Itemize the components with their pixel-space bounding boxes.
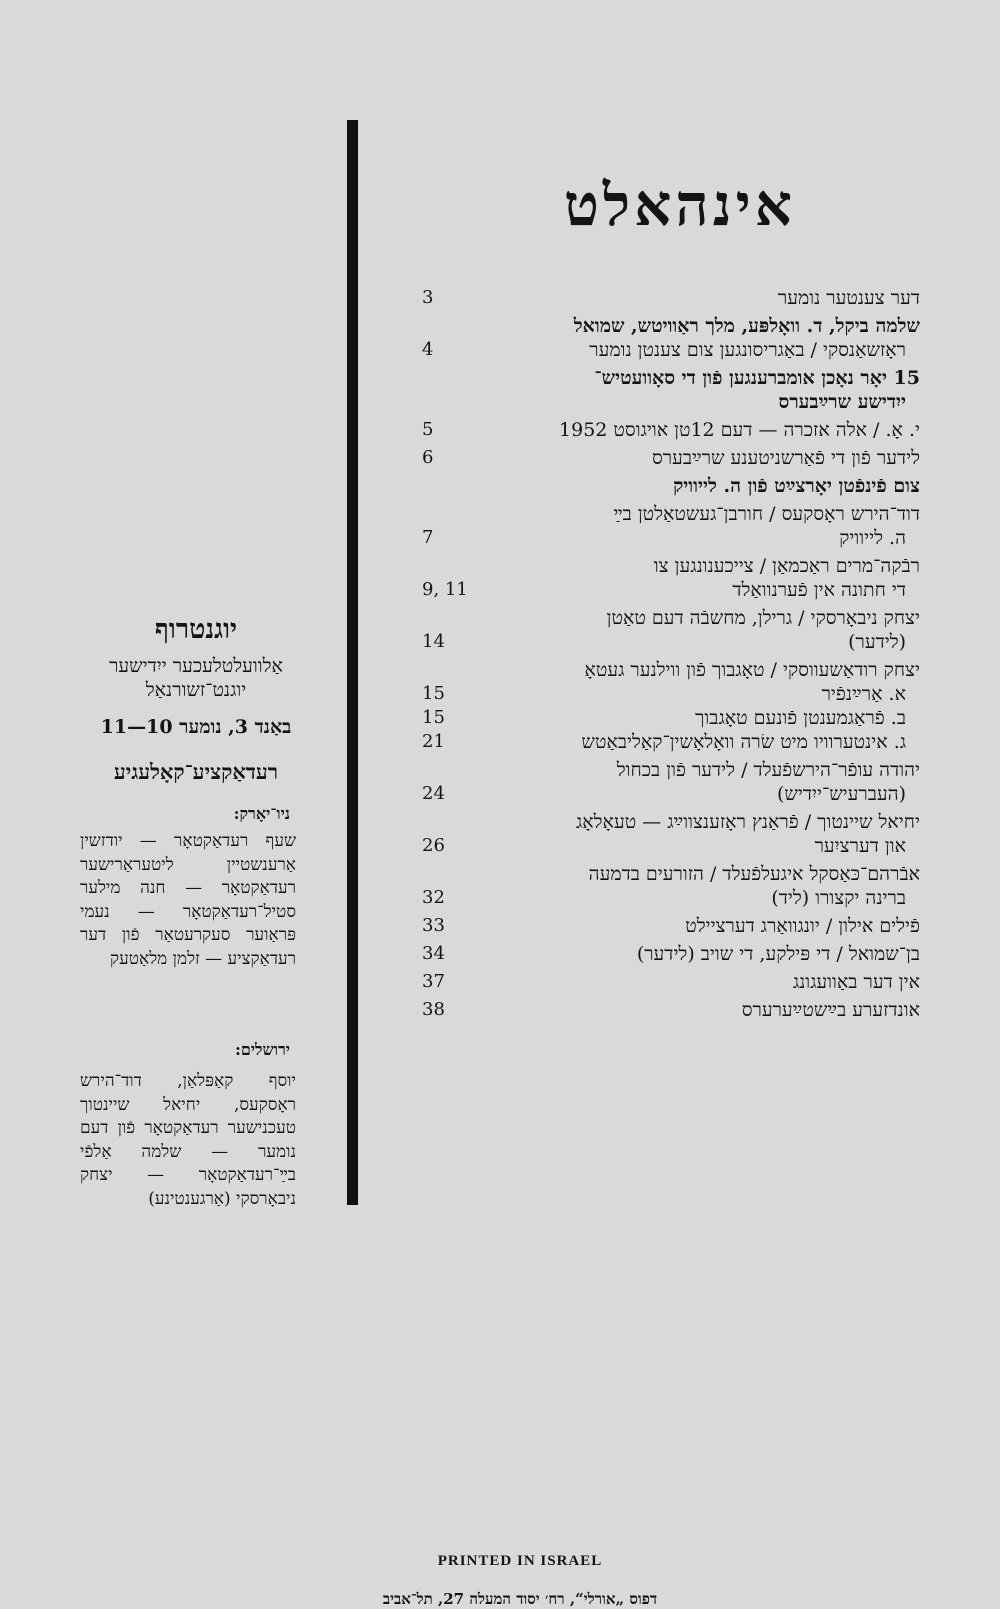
toc-entry-title: לידער פֿון די פֿאַרשניטענע שרײַבערס (651, 447, 920, 469)
volume-number: באַנד 3, נומער 10—11 (100, 716, 292, 738)
jerusalem-label: ירושלים: (234, 1040, 290, 1059)
subtitle-line-1: אַלוועלטלעכער ייִדישער (109, 655, 283, 677)
journal-name: יוגנטרוף (154, 614, 238, 645)
toc-line (420, 862, 940, 886)
toc-line (420, 338, 940, 362)
toc-entry-title: דוד־הירש ראָסקעס / חורבן־געשטאַלטן בײַ (613, 503, 920, 525)
toc-entry-title: ב. פֿראַגמענטן פֿונעם טאָגבוך (695, 707, 906, 729)
toc-entry (420, 366, 940, 414)
toc-line (420, 758, 940, 782)
contents-list (420, 286, 940, 1026)
toc-line (420, 810, 940, 834)
toc-line (420, 418, 940, 442)
toc-line (420, 706, 940, 730)
toc-line (420, 730, 940, 754)
toc-entry-title: יצחק ניבאָרסקי / גרילן, מחשבֿה דעם טאַטן (606, 607, 920, 629)
toc-line (420, 782, 940, 806)
toc-entry-title: יחיאל שיינטוך / פֿראַנץ ראָזענצווײַג — טעאָלאָג (575, 811, 920, 833)
toc-entry (420, 862, 940, 910)
toc-entry-title: פֿילים אילון / יונגוואַרג דערציילט (685, 915, 920, 937)
jerusalem-staff: יוסף קאַפּלאַן, דוד־הירש ראָסקעס, יחיאל שיינטוך טעכנישער רעדאַקטאָר פֿון דעם נומער — שלמה אַלפֿי בײַ־רעדאַקטאָר — יצחק ניבאָרסקי (אַרגענטינע) (80, 1071, 296, 1209)
toc-entry (420, 502, 940, 550)
toc-entry-title: דער צענטער נומער (777, 287, 920, 309)
toc-line (420, 286, 940, 310)
journal-subtitle (60, 654, 332, 702)
toc-line (420, 314, 940, 338)
toc-page-number: 24 (422, 783, 445, 804)
toc-entry-title: און דערציִער (814, 835, 906, 857)
toc-page-number: 26 (422, 835, 445, 856)
toc-entry-title: א. אַרײַנפֿיר (821, 683, 906, 705)
toc-line (420, 834, 940, 858)
toc-entry-title: ייִדישע שרײַבערס (778, 391, 906, 413)
toc-entry (420, 606, 940, 654)
toc-page-number: 15 (422, 707, 445, 728)
toc-entry-title: ראָזשאַנסקי / באַגריסונגען צום צענטן נומער (589, 339, 906, 361)
toc-line (420, 914, 940, 938)
toc-entry-title: (העברעיש־ייִדיש) (777, 783, 906, 805)
toc-page-number: 5 (422, 419, 434, 440)
toc-entry (420, 314, 940, 362)
toc-line (420, 366, 940, 390)
toc-line (420, 682, 940, 706)
toc-page-number: 21 (422, 731, 445, 752)
toc-entry (420, 998, 940, 1022)
toc-line (420, 578, 940, 602)
toc-entry (420, 970, 940, 994)
toc-entry (420, 418, 940, 442)
contents-title: אינהאלט (563, 171, 797, 239)
toc-page-number: 32 (422, 887, 445, 908)
toc-page-number: 9, 11 (422, 579, 468, 600)
toc-entry (420, 286, 940, 310)
toc-line (420, 606, 940, 630)
toc-page-number: 37 (422, 971, 445, 992)
toc-line (420, 886, 940, 910)
toc-entry-title: ג. אינטערוויו מיט שׂרה וואָלאָשין־קאַליבאַטש (581, 731, 906, 753)
toc-line (420, 474, 940, 498)
toc-entry-title: ברינה יקצורו (ליד) (771, 887, 906, 909)
printer-imprint: דפוס „אורלי“, רח׳ יסוד המעלה 27, תל־אביב (382, 1590, 658, 1608)
toc-page-number: 15 (422, 683, 445, 704)
toc-page-number: 38 (422, 999, 445, 1020)
toc-page-number: 34 (422, 943, 445, 964)
toc-entry-title: אבֿרהם־כּאַסקל איגעלפֿעלד / הזורעים בדמעה (588, 863, 920, 885)
toc-entry (420, 942, 940, 966)
toc-entry (420, 446, 940, 470)
toc-line (420, 942, 940, 966)
toc-line (420, 630, 940, 654)
toc-entry-title: יהודה עופֿר־הירשפֿעלד / לידער פֿון בכחול (616, 759, 920, 781)
toc-line (420, 390, 940, 414)
subtitle-line-2: יוגנט־זשורנאַל (145, 679, 247, 701)
new-york-staff: שעף רעדאַקטאָר — יודזשין אַרענשטיין ליטעראַרישער רעדאַקטאָר — חנה מילער סטיל־רעדאַקטאָר — נעמי פּראַוער סעקרעטאַר פֿון דער רעדאַקציע — זלמן מלאַטעק (80, 831, 296, 969)
toc-entry (420, 474, 940, 498)
toc-entry (420, 810, 940, 858)
toc-entry-title: יצחק רודאַשעווסקי / טאָגבוך פֿון ווילנער געטאָ (584, 659, 920, 681)
toc-entry (420, 758, 940, 806)
toc-page-number: 3 (422, 287, 434, 308)
toc-line (420, 658, 940, 682)
toc-entry-title: ה. לייוויק (839, 527, 906, 549)
printed-in-israel: PRINTED IN ISRAEL (437, 1553, 603, 1569)
toc-page-number: 6 (422, 447, 434, 468)
new-york-label: ניו־יאָרק: (233, 804, 290, 823)
toc-line (420, 554, 940, 578)
toc-entry (420, 554, 940, 602)
vertical-divider (347, 120, 358, 1205)
toc-entry-title: 15 יאָר נאָכן אומברענגען פֿון די סאָוועטיש־ (594, 367, 920, 389)
toc-line (420, 446, 940, 470)
toc-entry-title: י. אָ. / אלה אזכרה — דעם 12טן אויגוסט 1952 (559, 419, 920, 441)
toc-entry-title: די חתונה אין פֿערנוואַלד (732, 579, 906, 601)
toc-page-number: 4 (422, 339, 434, 360)
toc-entry (420, 658, 940, 754)
toc-entry-title: (לידער) (848, 631, 906, 653)
toc-line (420, 970, 940, 994)
toc-line (420, 998, 940, 1022)
toc-line (420, 526, 940, 550)
toc-entry-title: רבֿקה־מרים ראַכמאַן / צייכענונגען צו (653, 555, 920, 577)
toc-entry-title: אונדזערע בײַשטײַערערס (741, 999, 920, 1021)
toc-page-number: 14 (422, 631, 445, 652)
toc-entry-title: שלמה ביקל, ד. וואָלפּע, מלך ראַוויטש, שמואל (573, 315, 920, 337)
toc-page-number: 33 (422, 915, 445, 936)
toc-entry-title: בן־שמואל / די פּילקע, די שויב (לידער) (636, 943, 920, 965)
editorial-board-heading: רעדאַקציע־קאָלעגיע (113, 759, 279, 784)
toc-entry-title: אין דער באַוועגונג (792, 971, 920, 993)
toc-line (420, 502, 940, 526)
toc-entry-title: צום פֿינפֿטן יאָרצײַט פֿון ה. לייוויק (673, 475, 920, 497)
toc-page-number: 7 (422, 527, 434, 548)
toc-entry (420, 914, 940, 938)
